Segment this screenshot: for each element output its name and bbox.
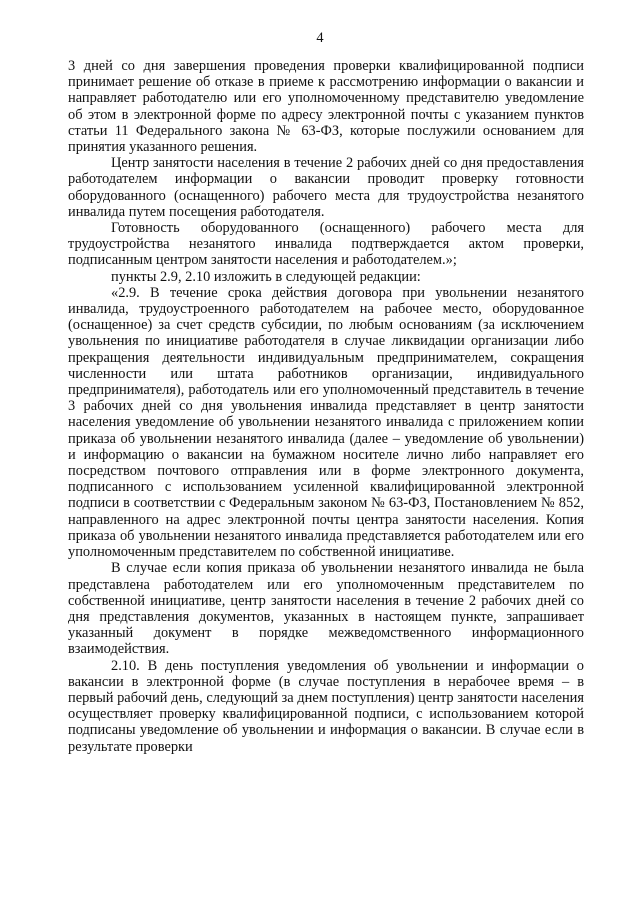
paragraph-clause-2-9: «2.9. В течение срока действия договора при увольнении незанятого инвалида, трудоустроенного работодателем на рабочее место, оборудованное (оснащенное) за счет средств субсидии, по любым основаниям (за исключением увольнения по инициативе работодателя в случае ликвидации организации либо прекращения деятельности индивидуальным предпринимателем, сокращения численности или штата работников организации, индивидуального предпринимателя), работодатель или его уполномоченный представитель в течение 3 рабочих дней со дня увольнения инвалида представляет в центр занятости населения уведомление об увольнении незанятого инвалида с приложением копии приказа об увольнении незанятого инвалида (далее – уведомление об увольнении) и информацию о вакансии на бумажном носителе лично либо направляет его посредством почтового отправления или в форме электронного документа, подписанного с использованием усиленной квалифицированной электронной подписи в соответствии с Федеральным законом № 63-ФЗ, Постановлением № 852, направленного на адрес электронной почты центра занятости населения. Копия приказа об увольнении незанятого инвалида представляется работодателем или его уполномоченным представителем по собственной инициативе. <box>68 284 584 561</box>
paragraph-center-check: Центр занятости населения в течение 2 рабочих дней со дня предоставления работодателем информации о вакансии проводит проверку готовности оборудованного (оснащенного) рабочего места для трудоустройства незанятого инвалида путем посещения работодателя. <box>68 155 584 220</box>
document-body <box>68 58 584 755</box>
paragraph-clause-2-9-copy: В случае если копия приказа об увольнении незанятого инвалида не была представлена работодателем или его уполномоченным представителем по собственной инициативе, центр занятости населения в течение 2 рабочих дней со дня представления документов, указанных в настоящем пункте, запрашивает указанный документ в порядке межведомственного информационного взаимодействия. <box>68 560 584 658</box>
paragraph-clause-2-10: 2.10. В день поступления уведомления об увольнении и информации о вакансии в электронной форме (в случае поступления в нерабочее время – в первый рабочий день, следующий за днем поступления) центр занятости населения осуществляет проверку квалифицированной подписи, с использованием которой подписаны уведомление об увольнении и информация о вакансии. В случае если в результате проверки <box>68 657 584 755</box>
paragraph-continuation: 3 дней со дня завершения проведения проверки квалифицированной подписи принимает решение об отказе в приеме к рассмотрению информации о вакансии и направляет работодателю или его уполномоченному представителю уведомление об этом в электронной форме по адресу электронной почты с указанием пунктов статьи 11 Федерального закона № 63-ФЗ, которые послужили основанием для принятия указанного решения. <box>68 58 584 156</box>
paragraph-amendment-intro: пункты 2.9, 2.10 изложить в следующей редакции: <box>111 268 421 285</box>
page-number: 4 <box>316 30 324 46</box>
paragraph-readiness: Готовность оборудованного (оснащенного) рабочего места для трудоустройства незанятого инвалида подтверждается актом проверки, подписанным центром занятости населения и работодателем.»; <box>68 220 584 269</box>
